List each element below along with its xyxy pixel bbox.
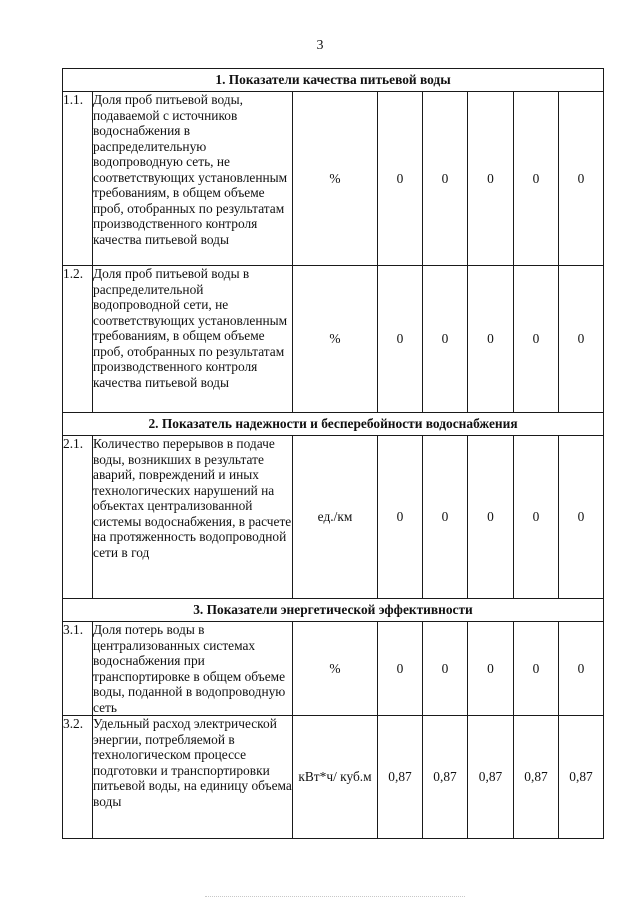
row-value: 0 [423, 266, 468, 413]
table-row [63, 92, 604, 266]
section-header-row [63, 413, 604, 436]
row-value: 0 [423, 436, 468, 599]
row-value: 0 [378, 266, 423, 413]
section-title: 3. Показатели энергетической эффективности [63, 599, 604, 622]
row-unit: % [293, 92, 378, 266]
row-value: 0,87 [423, 716, 468, 839]
page-number: 3 [316, 38, 324, 53]
row-value: 0 [514, 92, 559, 266]
row-unit: % [293, 622, 378, 716]
row-description: Удельный расход электрической энергии, потребляемой в технологическом процессе подготовки и транспортировки питьевой воды, на единицу объема воды [93, 716, 293, 839]
row-number: 3.1. [63, 622, 93, 716]
row-unit: % [293, 266, 378, 413]
row-number: 1.2. [63, 266, 93, 413]
row-value: 0 [423, 622, 468, 716]
table-row [63, 622, 604, 716]
row-value: 0,87 [378, 716, 423, 839]
table-row [63, 266, 604, 413]
row-value: 0 [468, 622, 514, 716]
row-value: 0 [514, 266, 559, 413]
row-value: 0 [514, 436, 559, 599]
row-value: 0 [468, 436, 514, 599]
row-value: 0 [559, 92, 604, 266]
section-title: 2. Показатель надежности и бесперебойности водоснабжения [63, 413, 604, 436]
row-value: 0,87 [514, 716, 559, 839]
row-value: 0 [514, 622, 559, 716]
table-row [63, 716, 604, 839]
row-value: 0 [559, 436, 604, 599]
row-number: 1.1. [63, 92, 93, 266]
row-value: 0,87 [559, 716, 604, 839]
row-description: Доля проб питьевой воды в распределительной водопроводной сети, не соответствующих установленным требованиям, в общем объеме проб, отобранных по результатам производственного контроля качества питьевой воды [93, 266, 293, 413]
row-unit: ед./км [293, 436, 378, 599]
row-description: Доля проб питьевой воды, подаваемой с источников водоснабжения в распределительную водопроводную сеть, не соответствующих установленным требованиям, в общем объеме проб, отобранных по результатам производственного контроля качества питьевой воды [93, 92, 293, 266]
table-row [63, 436, 604, 599]
row-value: 0 [378, 92, 423, 266]
row-description: Доля потерь воды в централизованных системах водоснабжения при транспортировке в общем объеме воды, поданной в водопроводную сеть [93, 622, 293, 716]
row-number: 2.1. [63, 436, 93, 599]
row-value: 0 [468, 92, 514, 266]
section-header-row [63, 599, 604, 622]
section-title: 1. Показатели качества питьевой воды [63, 69, 604, 92]
row-value: 0 [378, 622, 423, 716]
row-value: 0 [559, 266, 604, 413]
row-value: 0 [559, 622, 604, 716]
row-value: 0 [378, 436, 423, 599]
section-header-row [63, 69, 604, 92]
row-description: Количество перерывов в подаче воды, возникших в результате аварий, повреждений и иных технологических нарушений на объектах централизованной системы водоснабжения, в расчете на протяженность водопроводной сети в год [93, 436, 293, 599]
indicators-table [62, 68, 604, 839]
row-value: 0,87 [468, 716, 514, 839]
scan-bottom-rule [205, 896, 465, 897]
row-value: 0 [468, 266, 514, 413]
row-value: 0 [423, 92, 468, 266]
row-number: 3.2. [63, 716, 93, 839]
row-unit: кВт*ч/ куб.м [293, 716, 378, 839]
